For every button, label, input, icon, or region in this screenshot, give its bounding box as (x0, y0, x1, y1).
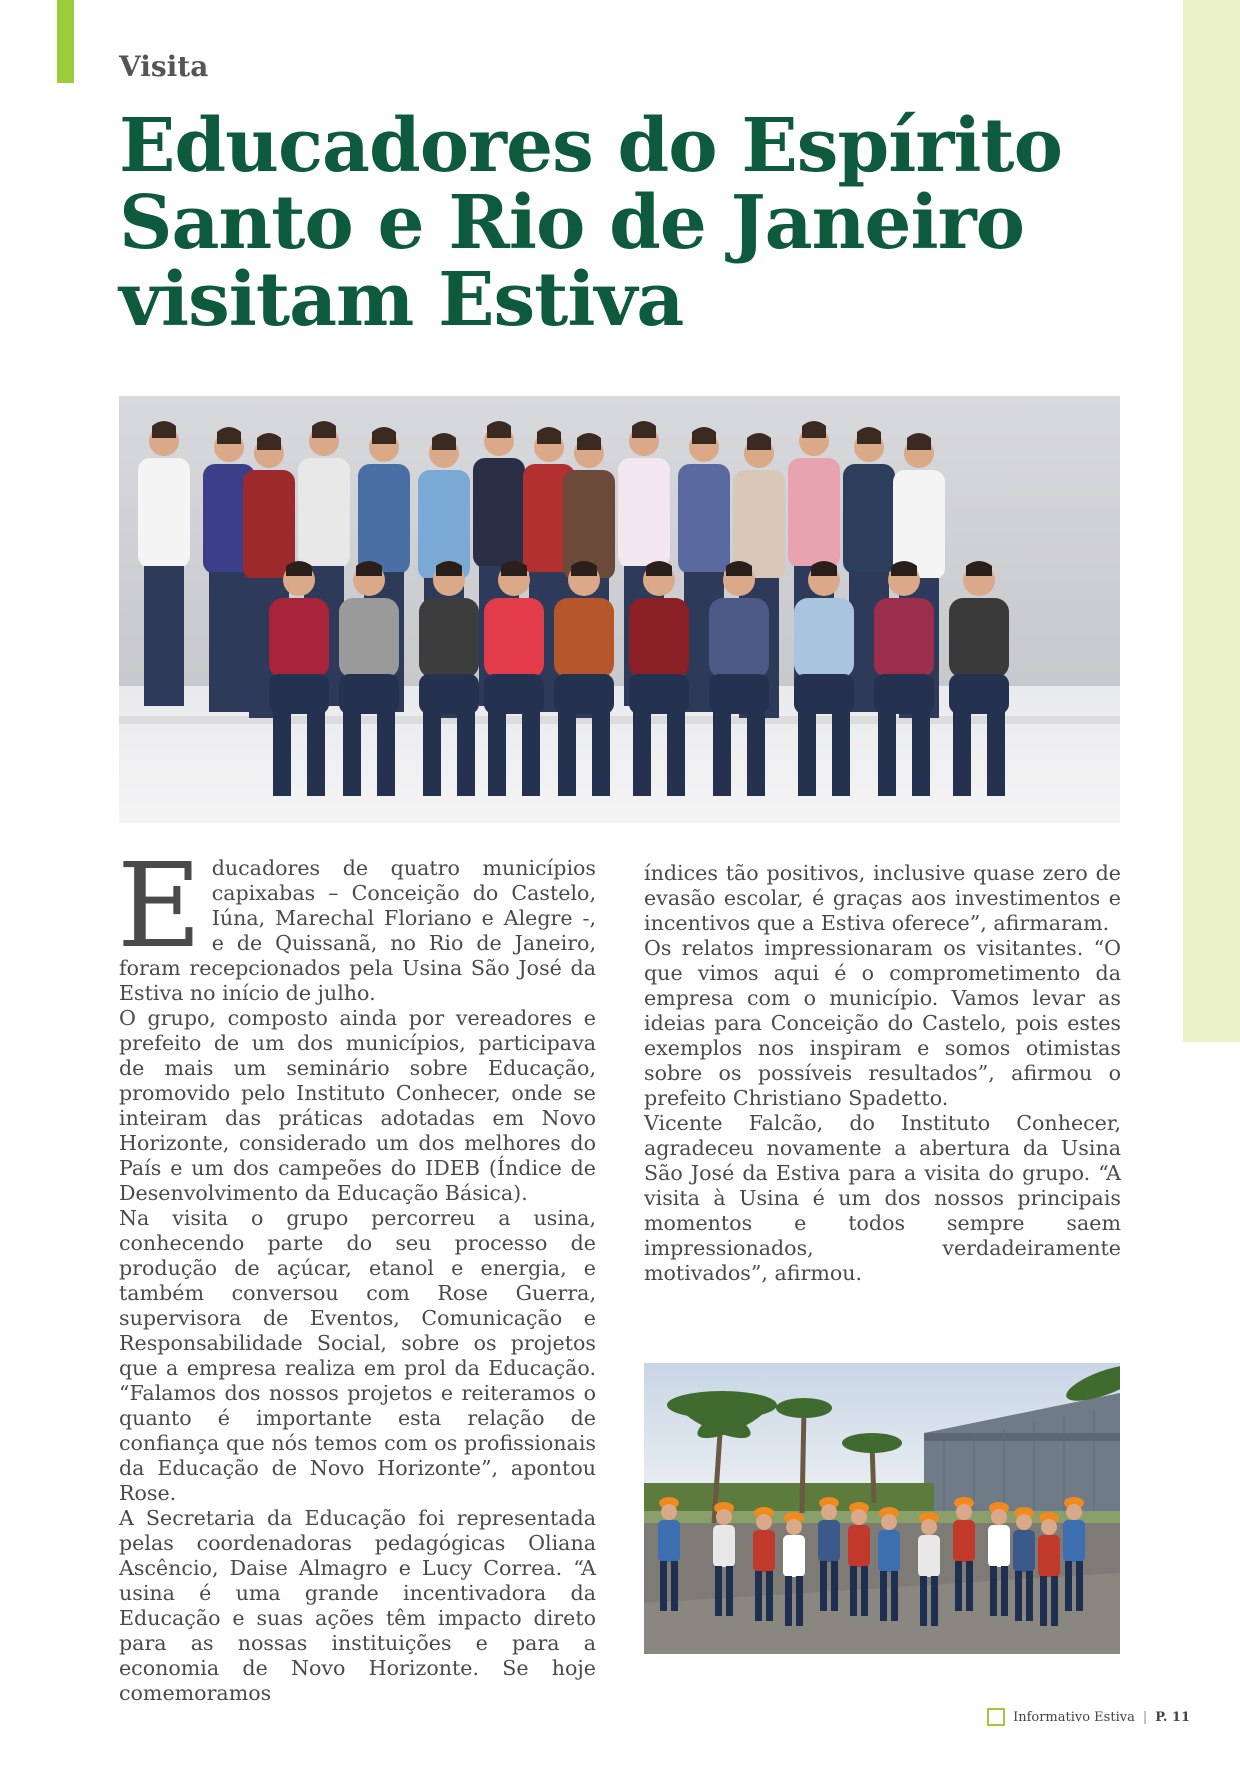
article-column-left (117, 839, 596, 1706)
paragraph: índices tão positivos, inclusive quase zero de evasão escolar, é graças aos investimentos e incentivos que a Estiva oferece”, afirmaram. (644, 861, 1121, 935)
paragraph: Vicente Falcão, do Instituto Conhecer, agradeceu novamente a abertura da Usina São José da Estiva para a visita do grupo. “A visita à Usina é um dos nossos principais momentos e todos sempre saem impressionados, verdadeiramente motivados”, afirmou. (644, 1111, 1121, 1285)
side-band (1183, 0, 1240, 1042)
publication-name: Informativo Estiva (1013, 1709, 1135, 1725)
section-label: Visita (119, 50, 209, 83)
paragraph: Na visita o grupo percorreu a usina, conhecendo parte do seu processo de produção de açúcar, etanol e energia, e também conversou com Rose Guerra, supervisora de Eventos, Comunicação e Responsabilidade Social, sobre os projetos que a empresa realiza em prol da Educação. “Falamos dos nossos projetos e reiteramos o quanto é importante esta relação de confiança que nós temos com os profissionais da Educação de Novo Horizonte”, apontou Rose. (119, 1206, 596, 1505)
standing-person (138, 421, 190, 706)
page-footer (987, 1708, 1190, 1726)
paragraph: O grupo, composto ainda por vereadores e prefeito de um dos municípios, participava de mais um seminário sobre Educação, promovido pelo Instituto Conhecer, onde se inteiram das práticas adotadas em Novo Horizonte, considerado um dos melhores do País e um dos campeões do IDEB (Índice de Desenvolvimento da Educação Básica). (119, 1006, 596, 1205)
group-photo (119, 396, 1120, 823)
site-visit-photo (644, 1363, 1120, 1654)
page-number: P. 11 (1155, 1709, 1190, 1725)
square-icon (987, 1708, 1005, 1726)
accent-bar (57, 0, 74, 83)
paragraph: Os relatos impressionaram os visitantes. “O que vimos aqui é o comprometimento da empresa com o município. Vamos levar as ideias para Conceição do Castelo, pois estes exemplos nos inspiram e somos otimistas sobre os possíveis resultados”, afirmou o prefeito Christiano Spadetto. (644, 936, 1121, 1110)
separator: | (1142, 1709, 1148, 1725)
article-title: Educadores do Espírito Santo e Rio de Janeiro visitam Estiva (119, 103, 1062, 343)
paragraph: A Secretaria da Educação foi representada pelas coordenadoras pedagógicas Oliana Ascêncio, Daise Almagro e Lucy Correa. “A usina é uma grande incentivadora da Educação e suas ações têm impacto direto para as nossas instituições e para a economia de Novo Horizonte. Se hoje comemoramos (119, 1506, 596, 1705)
drop-cap: E (117, 839, 202, 974)
lead-paragraph (117, 839, 596, 1006)
lead-text: ducadores de quatro municípios capixabas – Conceição do Castelo, Iúna, Marechal Floriano e Alegre -, e de Quissanã, no Rio de Janeiro, foram recepcionados pela Usina São José da Estiva no início de julho. (119, 856, 596, 1005)
article-column-right (644, 861, 1121, 1286)
